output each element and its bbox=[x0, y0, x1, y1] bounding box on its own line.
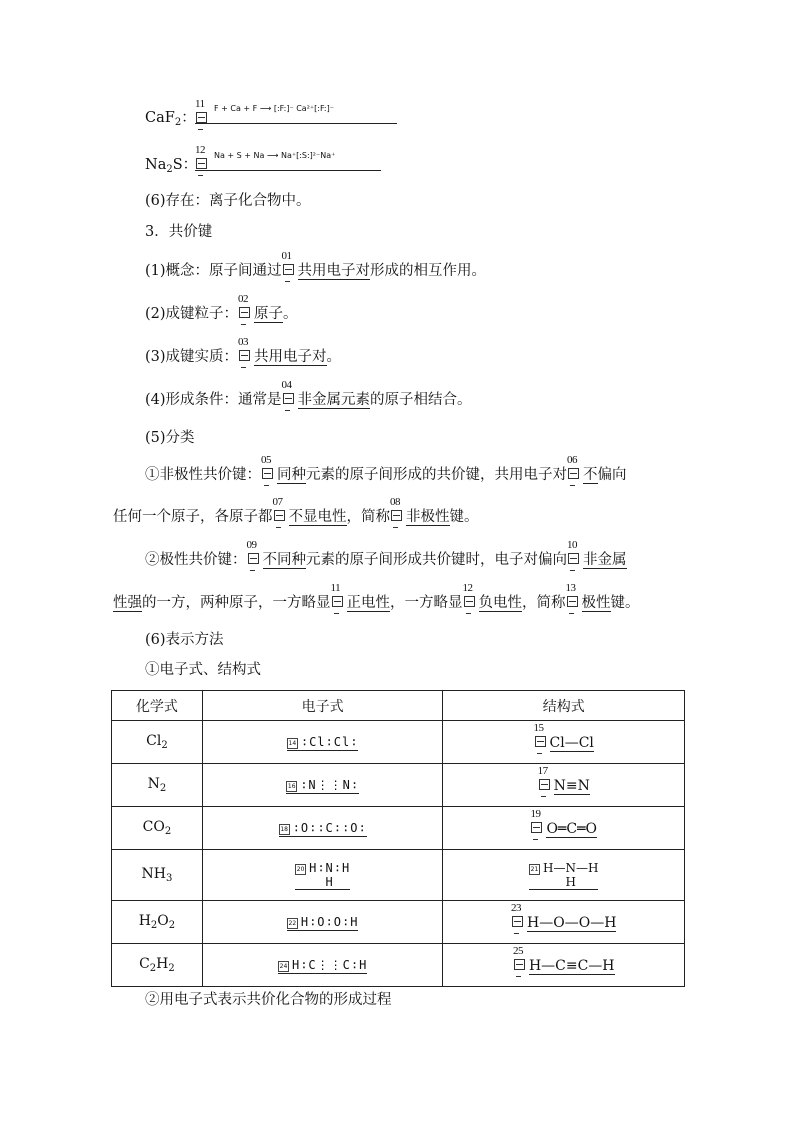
answer-tag-08: 08 bbox=[390, 508, 405, 523]
answer-text: 非金属元素 bbox=[297, 392, 371, 408]
answer-text: 极性 bbox=[581, 595, 611, 611]
answer-box-icon bbox=[248, 553, 259, 564]
table-header-row bbox=[112, 691, 685, 721]
answer-box-icon bbox=[283, 264, 294, 275]
answer-tag-19: 19 bbox=[530, 820, 545, 835]
answer-tag-13: 13 bbox=[566, 594, 581, 609]
electron-formula-cell bbox=[202, 807, 443, 850]
answer-tag-15: 15 bbox=[534, 734, 549, 749]
chemical-formula: $Cl_2$ bbox=[112, 721, 203, 764]
answer-text: 共用电子对 bbox=[254, 349, 327, 365]
section-heading: 3．共价键 bbox=[145, 224, 213, 240]
answer-text: 不 bbox=[583, 467, 598, 483]
answer-tag-22: 22 bbox=[288, 919, 297, 927]
polar-line-1: ②极性共价键： 09 不同种元素的原子间形成共价键时，电子对偏向 10 非金属 bbox=[145, 550, 627, 570]
table-header: 电子式 bbox=[202, 691, 443, 721]
electron-formula: H∶N∶H bbox=[309, 860, 351, 875]
answer-box-icon bbox=[391, 510, 402, 521]
answer-underline bbox=[195, 170, 381, 171]
structural-formula-cell bbox=[443, 850, 685, 901]
table-row bbox=[112, 850, 685, 901]
answer-box-icon bbox=[332, 596, 343, 607]
answer-tag-14: 14 bbox=[288, 739, 297, 747]
electron-formula-cell bbox=[202, 944, 443, 987]
structural-formula: H—O—O—H bbox=[527, 914, 617, 931]
answer-text: 共用电子对 bbox=[297, 263, 371, 279]
structural-formula: H—N—H bbox=[543, 860, 599, 875]
table-row bbox=[112, 807, 685, 850]
answer-tag-18: 18 bbox=[280, 825, 288, 833]
answer-tag-12: 12 bbox=[195, 156, 210, 171]
essence-line: (3)成键实质： 03 共用电子对。 bbox=[145, 347, 341, 367]
answer-tag-11b: 11 bbox=[331, 594, 346, 609]
answer-box-icon bbox=[514, 959, 525, 970]
answer-tag-02: 02 bbox=[238, 305, 253, 320]
answer-underline bbox=[195, 123, 397, 124]
electron-formula-cell bbox=[202, 850, 443, 901]
structural-formula-cell bbox=[443, 901, 685, 944]
na2s-label: $Na_2S$： bbox=[145, 157, 198, 175]
structural-formula: N≡N bbox=[553, 777, 590, 794]
table-header: 结构式 bbox=[443, 691, 685, 721]
answer-box-icon bbox=[568, 468, 579, 479]
structural-formula-cell bbox=[443, 721, 685, 764]
representation-sub-2: ②用电子式表示共价化合物的形成过程 bbox=[145, 992, 392, 1008]
answer-text: 非极性 bbox=[406, 509, 450, 525]
answer-tag-20: 20 bbox=[296, 865, 305, 873]
answer-text: 负电性 bbox=[478, 595, 522, 611]
electron-formula: ∶N⋮⋮N∶ bbox=[300, 777, 360, 792]
answer-tag-05: 05 bbox=[261, 466, 276, 481]
caf2-formation-formula: F + Ca + F ⟶ [:F:]⁻ Ca²⁺[:F:]⁻ bbox=[214, 104, 334, 113]
chemical-formula: $H_2O_2$ bbox=[112, 901, 203, 944]
answer-tag-24: 24 bbox=[279, 962, 288, 970]
concept-line: (1)概念：原子间通过 01 共用电子对形成的相互作用。 bbox=[145, 261, 486, 281]
table-row bbox=[112, 721, 685, 764]
ionic-existence: (6)存在：离子化合物中。 bbox=[145, 193, 311, 209]
answer-box-icon bbox=[283, 393, 294, 404]
answer-box-icon bbox=[535, 736, 546, 747]
answer-box-icon bbox=[196, 112, 207, 123]
electron-formula-below: H bbox=[325, 874, 334, 889]
structural-formula: H—C≡C—H bbox=[528, 957, 615, 974]
caf2-label: CaF$_2$： bbox=[145, 110, 196, 128]
answer-box-icon bbox=[464, 596, 475, 607]
answer-tag-04: 04 bbox=[282, 391, 297, 406]
answer-tag-21: 21 bbox=[530, 865, 539, 873]
answer-text: 不显电性 bbox=[288, 509, 347, 525]
representation-sub-1: ①电子式、结构式 bbox=[145, 662, 261, 678]
answer-tag-10: 10 bbox=[567, 551, 582, 566]
structural-formula-cell bbox=[443, 807, 685, 850]
electron-formula-cell bbox=[202, 721, 443, 764]
polar-line-2: 性强的一方，两种原子，一方略显 11 正电性，一方略显 12 负电性，简称 13 极性键。 bbox=[113, 593, 640, 613]
electron-formula-cell bbox=[202, 901, 443, 944]
electron-formula-cell bbox=[202, 764, 443, 807]
answer-text: 原子 bbox=[254, 306, 284, 322]
answer-tag-01: 01 bbox=[282, 262, 297, 277]
electron-formula: ∶Cl∶Cl∶ bbox=[300, 734, 359, 749]
answer-box-icon bbox=[539, 779, 550, 790]
answer-box-icon bbox=[239, 350, 250, 361]
answer-box-icon bbox=[196, 158, 207, 169]
answer-tag-11: 11 bbox=[195, 110, 210, 125]
answer-tag-09: 09 bbox=[247, 551, 262, 566]
answer-text: 正电性 bbox=[346, 595, 390, 611]
table-header: 化学式 bbox=[112, 691, 203, 721]
answer-box-icon bbox=[567, 596, 578, 607]
answer-tag-25: 25 bbox=[513, 957, 528, 972]
representation-heading: (6)表示方法 bbox=[145, 632, 224, 648]
answer-box-icon bbox=[239, 307, 250, 318]
electron-formula: ∶O∶∶C∶∶O∶ bbox=[292, 820, 367, 835]
electron-formula: H∶C⋮⋮C∶H bbox=[291, 957, 368, 972]
structural-formula-below: H bbox=[565, 874, 576, 889]
answer-tag-17: 17 bbox=[538, 777, 553, 792]
structural-formula: Cl—Cl bbox=[549, 734, 594, 751]
table-row bbox=[112, 764, 685, 807]
answer-box-icon bbox=[568, 553, 579, 564]
table-row bbox=[112, 901, 685, 944]
structural-formula: O═C═O bbox=[546, 820, 597, 837]
answer-text: 同种 bbox=[277, 467, 306, 483]
answer-box-icon bbox=[512, 916, 523, 927]
answer-text: 不同种 bbox=[262, 552, 306, 568]
formula-table bbox=[111, 690, 685, 987]
nonpolar-line-2: 任何一个原子，各原子都 07 不显电性，简称 08 非极性键。 bbox=[113, 507, 479, 527]
answer-text: 非金属 bbox=[583, 552, 627, 568]
structural-formula-cell bbox=[443, 944, 685, 987]
classify-heading: (5)分类 bbox=[145, 430, 195, 446]
answer-text: 性强 bbox=[113, 595, 142, 611]
electron-formula: H∶O∶O∶H bbox=[300, 914, 359, 929]
answer-box-icon bbox=[274, 510, 285, 521]
structural-formula-cell bbox=[443, 764, 685, 807]
answer-tag-06: 06 bbox=[567, 466, 582, 481]
answer-tag-07: 07 bbox=[273, 508, 288, 523]
condition-line: (4)形成条件：通常是 04 非金属元素的原子相结合。 bbox=[145, 390, 472, 410]
answer-box-icon bbox=[531, 822, 542, 833]
na2s-formation-formula: Na + S + Na ⟶ Na⁺[:S:]²⁻Na⁺ bbox=[214, 151, 336, 160]
chemical-formula: $NH_3$ bbox=[112, 850, 203, 901]
particle-line: (2)成键粒子： 02 原子。 bbox=[145, 304, 298, 324]
chemical-formula: $CO_2$ bbox=[112, 807, 203, 850]
table-row bbox=[112, 944, 685, 987]
nonpolar-line-1: ①非极性共价键： 05 同种元素的原子间形成的共价键，共用电子对 06 不偏向 bbox=[145, 465, 627, 485]
answer-tag-03: 03 bbox=[238, 348, 253, 363]
answer-tag-23: 23 bbox=[511, 914, 526, 929]
answer-tag-16: 16 bbox=[287, 782, 296, 790]
answer-box-icon bbox=[262, 468, 273, 479]
chemical-formula: $N_2$ bbox=[112, 764, 203, 807]
answer-tag-12b: 12 bbox=[463, 594, 478, 609]
chemical-formula: $C_2H_2$ bbox=[112, 944, 203, 987]
